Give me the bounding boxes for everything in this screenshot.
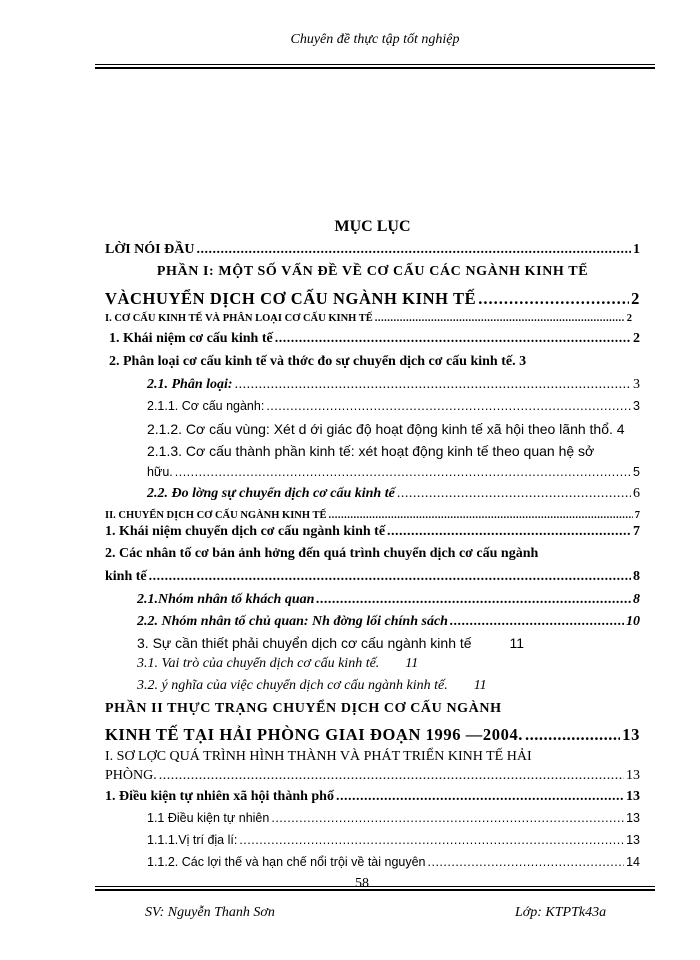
toc-entry: 2.1.Nhóm nhân tố khách quan ..... 8: [137, 592, 640, 608]
toc-entry: I. SƠ LỢC QUÁ TRÌNH HÌNH THÀNH VÀ PHÁT TRIỂN KINH TẾ HẢI: [105, 749, 532, 764]
page-header: Chuyên đề thực tập tốt nghiệp: [290, 32, 460, 47]
toc-entry: 1.1.2. Các lợi thế và hạn chế nổi trội về tài nguyên ..... 14: [147, 855, 640, 869]
toc-entry-cont: kinh tế ..... 8: [105, 569, 640, 585]
toc-entry: 1. Điều kiện tự nhiên xã hội thành phố ..... 13: [105, 789, 640, 805]
toc-entry: 1.1 Điều kiện tự nhiên ..... 13: [147, 811, 640, 825]
toc-entry: 1. Khái niệm chuyển dịch cơ cấu ngành kinh tế ..... 7: [105, 524, 640, 540]
toc-entry-part2-line2: KINH TẾ TẠI HẢI PHÒNG GIAI ĐOẠN 1996 —2004. ..... 13: [105, 725, 640, 745]
toc-entry: 2.2. Đo lờng sự chuyển dịch cơ cấu kinh tế ..... 6: [147, 486, 640, 502]
toc-entry: 1.1.1.Vị trí địa lí: ..... 13: [147, 833, 640, 847]
toc-entry-cont: PHÒNG. ..... 13: [105, 768, 640, 784]
footer-student: SV: Nguyễn Thanh Sơn: [145, 905, 275, 920]
toc-entry: 2.1. Phân loại: ..... 3: [147, 377, 640, 393]
footer-rule-thick: [95, 889, 655, 891]
toc-entry-part1-line1: PHẦN I: MỘT SỐ VẤN ĐỀ VỀ CƠ CẤU CÁC NGÀNH KINH TẾ: [156, 264, 589, 279]
toc-entry: 2.1.2. Cơ cấu vùng: Xét d ới giác độ hoạt động kinh tế xã hội theo lãnh thổ. 4: [147, 421, 625, 437]
toc-entry: 2. Phân loại cơ cấu kinh tế và thớc đo sự chuyển dịch cơ cấu kinh tế. 3: [109, 354, 527, 369]
toc-entry-part2-line1: PHẦN II THỰC TRẠNG CHUYỂN DỊCH CƠ CẤU NGÀNH: [105, 701, 502, 716]
header-rule-thick: [95, 67, 655, 69]
footer-class: Lớp: KTPTk43a: [515, 905, 607, 920]
footer-rule: [95, 886, 655, 887]
header-rule: [95, 64, 655, 65]
toc-entry: 2.2. Nhóm nhân tố chủ quan: Nh đờng lối chính sách ..... 10: [137, 614, 640, 630]
toc-entry: 2.1.1. Cơ cấu ngành: ..... 3: [147, 399, 640, 413]
toc-entry: II. CHUYỂN DỊCH CƠ CẤU NGÀNH KINH TẾ ..... 7: [105, 510, 640, 521]
toc-title: MỤC LỤC: [334, 218, 411, 235]
toc-entry: 2. Các nhân tố cơ bản ảnh hởng đến quá trình chuyển dịch cơ cấu ngành: [105, 546, 539, 561]
toc-entry: 3.1. Vai trò của chuyển dịch cơ cấu kinh tế. 11: [137, 656, 419, 671]
toc-entry: 1. Khái niệm cơ cấu kinh tế ..... 2: [109, 331, 640, 347]
page-number: 58: [355, 876, 369, 891]
toc-entry: 2.1.3. Cơ cấu thành phần kinh tế: xét hoạt động kinh tế theo quan hệ sở: [147, 443, 595, 459]
toc-entry: 3. Sự cần thiết phải chuyển dịch cơ cấu ngành kinh tế 11: [137, 635, 525, 651]
toc-entry-part1-line2: VÀCHUYỂN DỊCH CƠ CẤU NGÀNH KINH TẾ ..... 2: [105, 289, 640, 309]
toc-entry: LỜI NÓI ĐẦU ..... 1: [105, 242, 640, 258]
toc-entry: I. CƠ CẤU KINH TẾ VÀ PHÂN LOẠI CƠ CẤU KINH TẾ ..... 2: [105, 313, 640, 324]
toc-entry-cont: hữu. ..... 5: [147, 465, 640, 479]
toc-entry: 3.2. ý nghĩa của việc chuyển dịch cơ cấu ngành kinh tế. 11: [137, 678, 487, 693]
